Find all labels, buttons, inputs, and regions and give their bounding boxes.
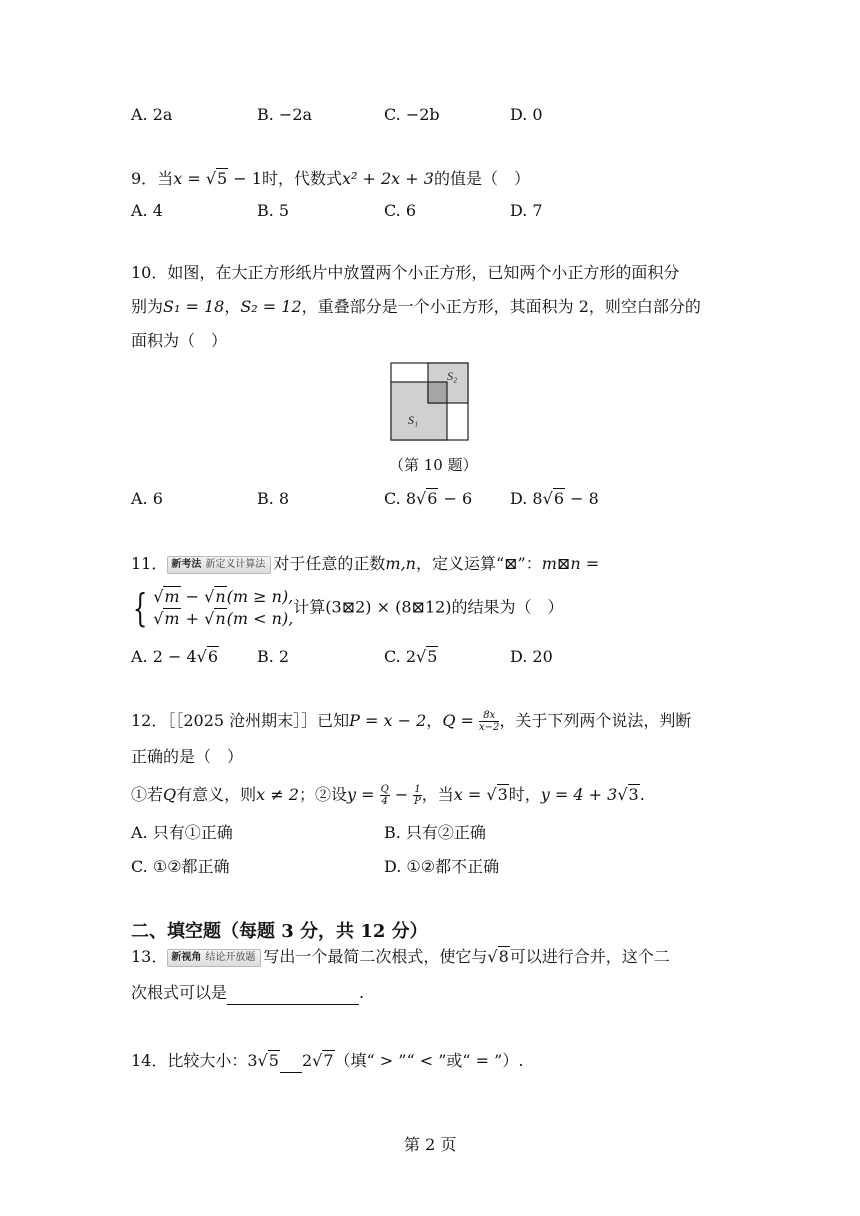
q11-option-a: A. 2 − 4√6 [131,647,219,666]
q11-case-2: √m + √n(m < n), [153,608,294,628]
q11-tag-badge: 新考法 新定义计算法 [167,556,271,574]
q10-option-b: B. 8 [257,489,290,508]
q13-line1: 13． 新视角 结论开放题 写出一个最简二次根式，使它与√8可以进行合并，这个二 [131,947,670,966]
label-s1: S₁ [408,413,419,427]
q13-line2: 次根式可以是 . [131,982,364,1005]
label-s2: S₂ [447,369,458,383]
q8-option-d: D. 0 [510,105,543,124]
q10-figure [388,360,472,444]
q11-option-c: C. 2√5 [384,647,438,666]
q9-option-d: D. 7 [510,201,543,220]
q11-definition: { √m − √n(m ≥ n), √m + √n(m < n), 计算(3⊠2) × (8⊠12)的结果为（ ） [132,585,564,630]
q11-option-b: B. 2 [257,647,290,666]
q12-line1: 12．［［2025 沧州期末］］已知P = x − 2，Q = $\frac{8x}{x-2}$ ，关于下列两个说法，判断 [131,710,692,733]
q9-option-c: C. 6 [384,201,417,220]
q10-option-d: D. 8√6 − 8 [510,489,599,508]
q13-tag-badge: 新视角 结论开放题 [167,949,261,967]
section-title: 二、填空题（每题 3 分，共 12 分） [131,921,428,942]
q10-line2: 别为S₁ = 18，S₂ = 12，重叠部分是一个小正方形，其面积为 2，则空白部分的 [131,297,701,316]
q9-option-b: B. 5 [257,201,290,220]
q12-line2: 正确的是（ ） [131,747,244,766]
q12-option-b: B. 只有②正确 [384,823,486,842]
q11-option-d: D. 20 [510,647,553,666]
q10-option-a: A. 6 [131,489,163,508]
q9-stem: 9．当x = √5 − 1时，代数式x² + 2x + 3的值是（ ） [131,169,530,188]
q10-line3: 面积为（ ） [131,331,228,350]
q8-option-b: B. −2a [257,105,313,124]
sqrt-symbol: √5 [205,169,228,188]
q9-option-a: A. 4 [131,201,163,220]
overlap-square [428,382,447,403]
q14-line: 14．比较大小：3√5 2√7（填“ > ”“ < ”或“ = ”）. [131,1050,523,1073]
q11-case-1: √m − √n(m ≥ n), [153,586,294,606]
q12-line3: ①若Q有意义，则x ≠ 2；②设y = $\frac{Q}{4}$ − $\frac{1}{P}$ ，当x = √3时，y = 4 + 3√3. [131,784,645,807]
q13-answer-blank[interactable] [227,982,359,1005]
q8-option-c: C. −2b [384,105,440,124]
q10-caption: （第 10 题） [389,456,478,474]
q12-option-c: C. ①②都正确 [131,857,230,876]
q10-option-c: C. 8√6 − 6 [384,489,473,508]
q12-option-d: D. ①②都不正确 [384,857,500,876]
q8-option-a: A. 2a [131,105,173,124]
q14-answer-blank[interactable] [280,1050,302,1073]
brace-symbol: { [132,585,148,630]
page-number: 第 2 页 [404,1135,457,1154]
q12-option-a: A. 只有①正确 [131,823,233,842]
q10-line1: 10．如图，在大正方形纸片中放置两个小正方形，已知两个小正方形的面积分 [131,263,680,282]
q11-stem: 11． 新考法 新定义计算法 对于任意的正数m,n，定义运算“⊠”：m⊠n = [131,554,600,573]
